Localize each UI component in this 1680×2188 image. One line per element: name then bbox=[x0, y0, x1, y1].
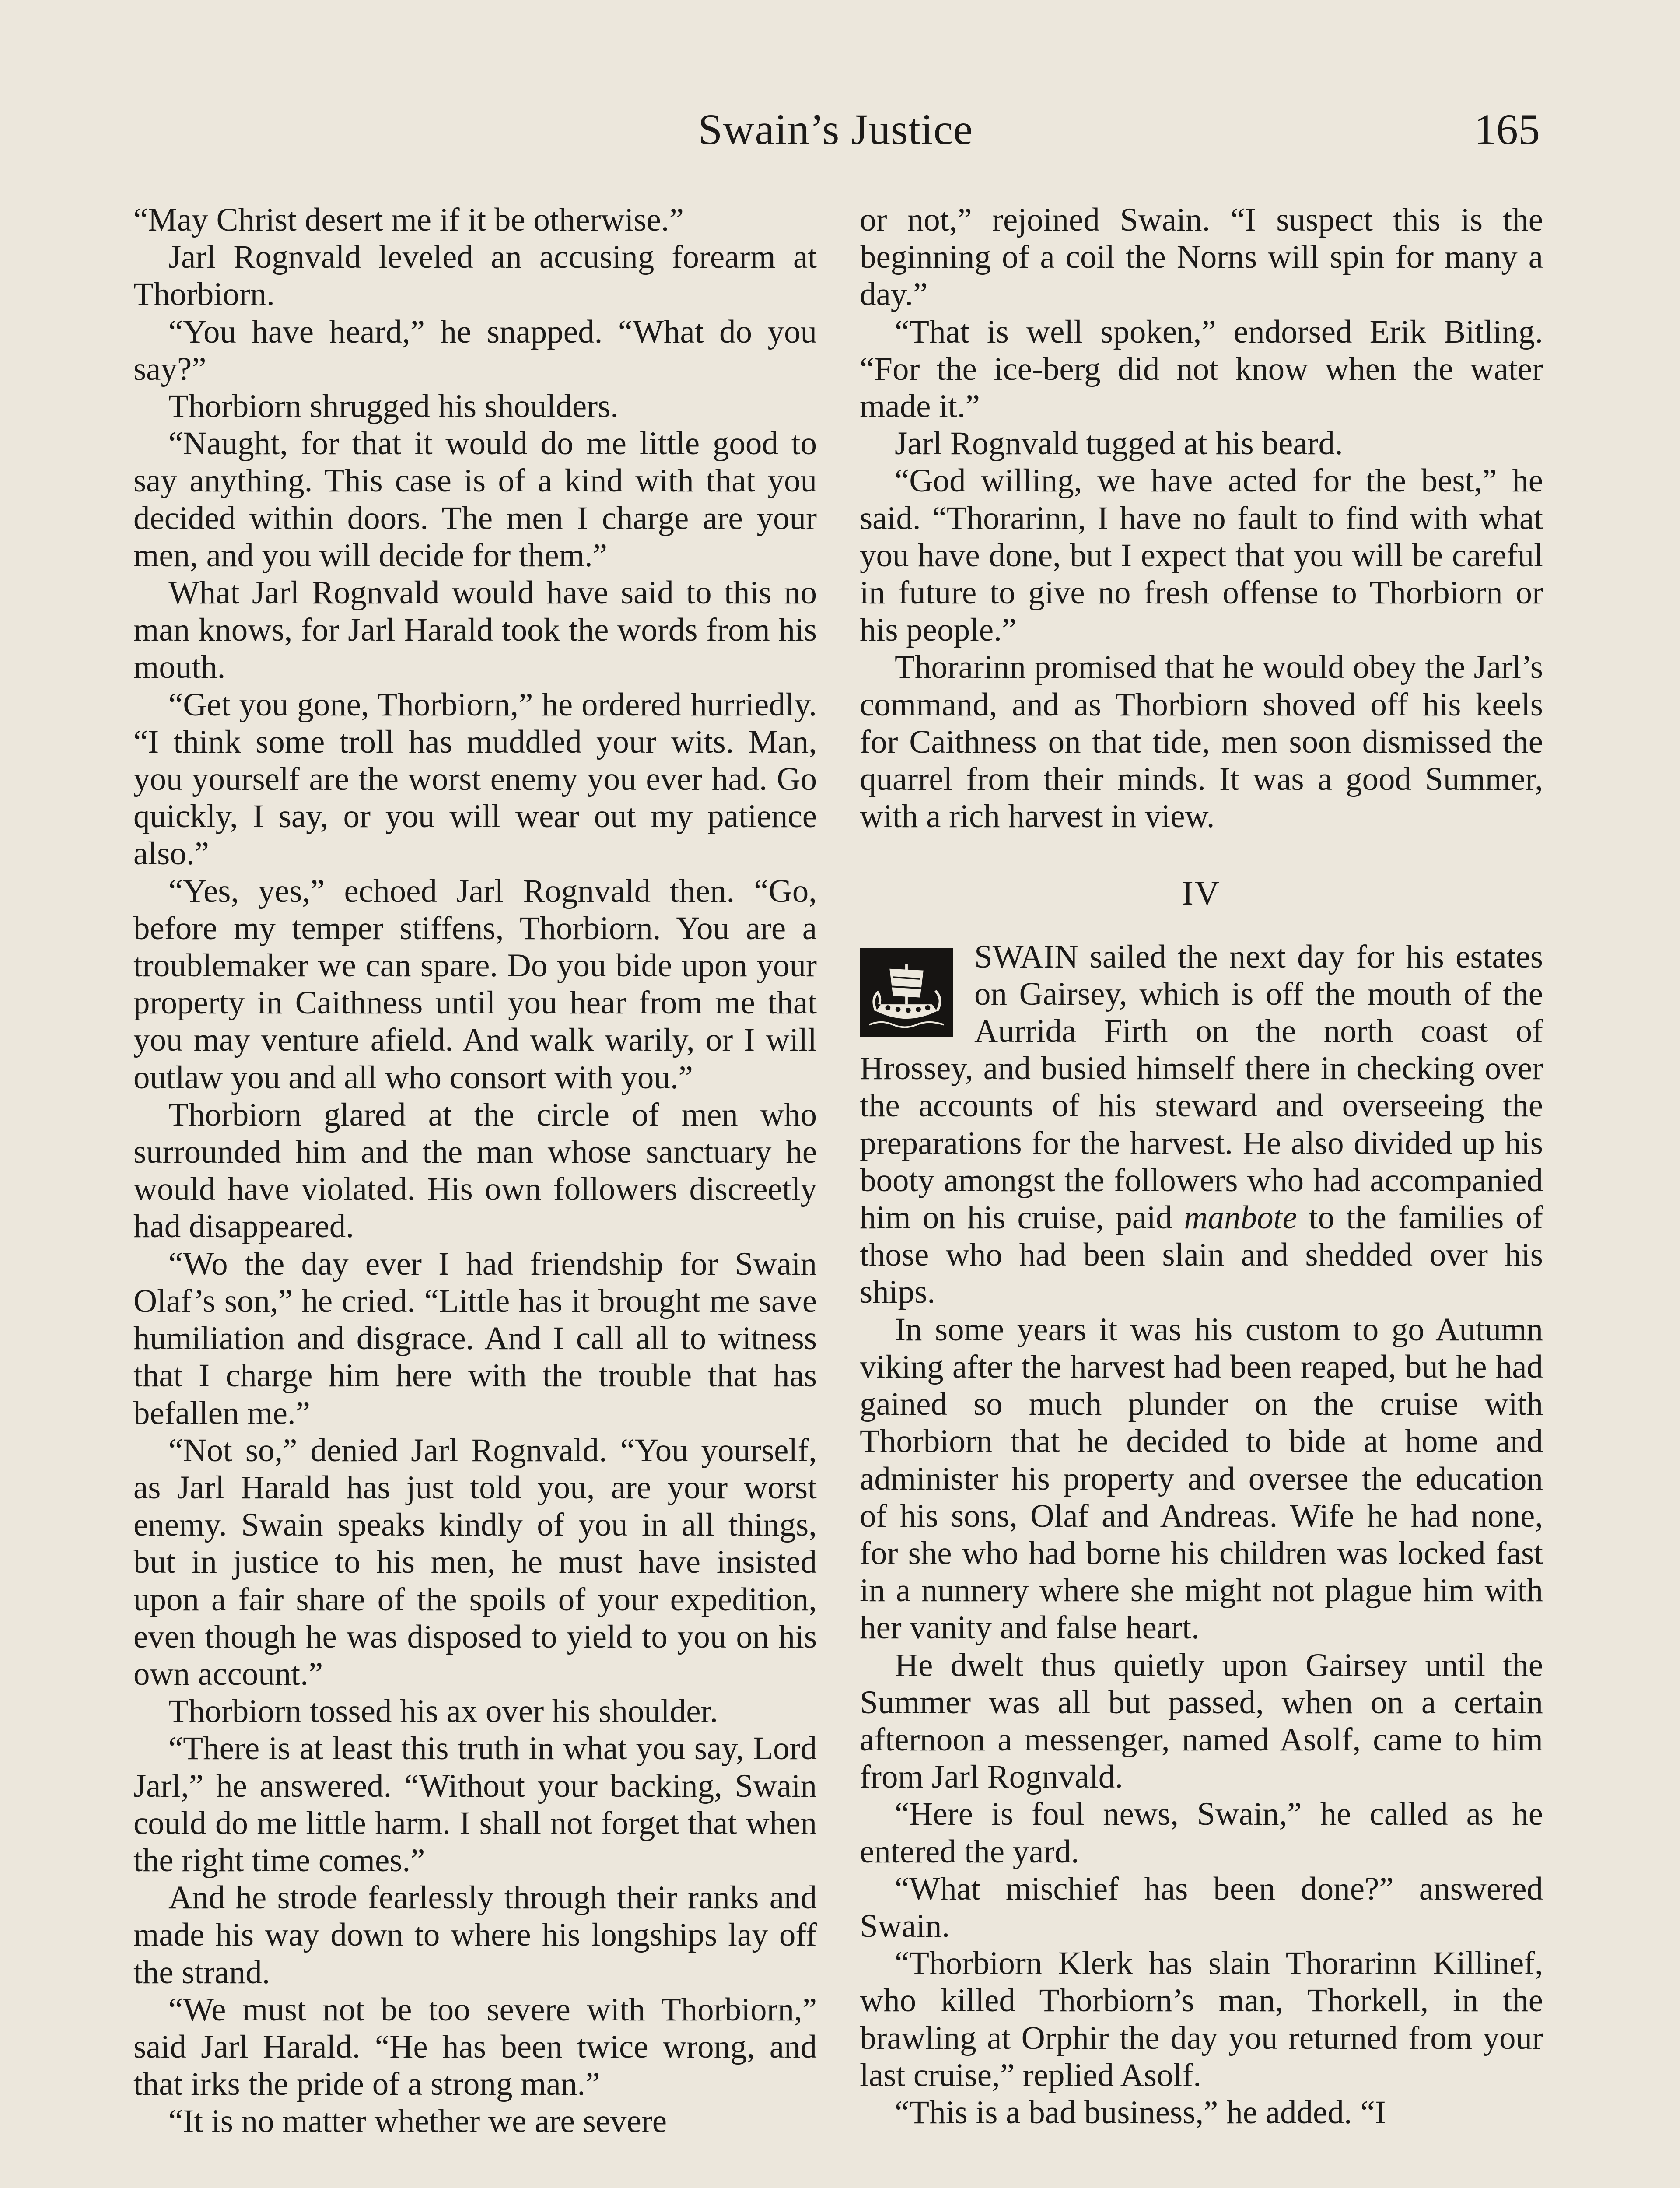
italic-term: manbote bbox=[1184, 1199, 1297, 1236]
dropcap-text-end: to the families of those who had been slain and shedded over his ships. bbox=[860, 1199, 1544, 1311]
dropcap-text: SWAIN sailed the next day for his estates on Gairsey, which is off the mouth of the Aurrida Firth on the north coast of Hrossey, and busied himself there in checking over the accounts of his steward and overseeing the preparations for the harvest. He also divided up his booty amongst the followers who had accompanied him on his cruise, paid bbox=[860, 938, 1543, 1236]
paragraph: or not,” rejoined Swain. “I suspect this is the beginning of a coil the Norns will spin for many a day.” bbox=[860, 202, 1543, 313]
paragraph: In some years it was his custom to go Autumn viking after the harvest had been reaped, but he had gained so much plunder on the cruise with Thorbiorn that he decided to bide at home and administer his property and oversee the education of his sons, Olaf and Andreas. Wife he had none, for she who had borne his children was locked fast in a nunnery where she might not plague him with her vanity and false heart. bbox=[860, 1311, 1543, 1646]
paragraph: “Get you gone, Thorbiorn,” he ordered hurriedly. “I think some troll has muddled your wits. Man, you yourself are the worst enemy you ever had. Go quickly, I say, or you will wear out my patience also.” bbox=[133, 686, 817, 872]
paragraph: “Thorbiorn Klerk has slain Thorarinn Killinef, who killed Thorbiorn’s man, Thorkell, in the brawling at Orphir the day you returned from your last cruise,” replied Asolf. bbox=[860, 1945, 1543, 2093]
paragraph: “Yes, yes,” echoed Jarl Rognvald then. “Go, before my temper stiffens, Thorbiorn. You are a troublemaker we can spare. Do you bide upon your property in Caithness until you hear from me that you may venture afield. And walk warily, or I will outlaw you and all who consort with you.” bbox=[133, 873, 817, 1096]
running-head bbox=[131, 104, 1540, 165]
paragraph: “Here is foul news, Swain,” he called as he entered the yard. bbox=[860, 1796, 1543, 1870]
paragraph: And he strode fearlessly through their ranks and made his way down to where his longships lay off the strand. bbox=[133, 1879, 817, 1991]
paragraph: “That is well spoken,” endorsed Erik Bitling. “For the ice-berg did not know when the water made it.” bbox=[860, 313, 1543, 425]
paragraph: “Wo the day ever I had friendship for Swain Olaf’s son,” he cried. “Little has it brought me save humiliation and disgrace. And I call all to witness that I charge him here with the trouble that has befallen me.” bbox=[133, 1245, 817, 1431]
paragraph: He dwelt thus quietly upon Gairsey until the Summer was all but passed, when on a certain afternoon a messenger, named Asolf, came to him from Jarl Rognvald. bbox=[860, 1647, 1543, 1795]
running-title: Swain’s Justice bbox=[698, 105, 973, 154]
paragraph: “Naught, for that it would do me little good to say anything. This case is of a kind with that you decided within doors. The men I charge are your men, and you will decide for them.” bbox=[133, 425, 817, 574]
dropcap-paragraph bbox=[860, 938, 1543, 1311]
paragraph: “It is no matter whether we are severe bbox=[168, 2103, 667, 2140]
paragraph: “God willing, we have acted for the best,” he said. “Thorarinn, I have no fault to find with what you have done, but I expect that you will be careful in future to give no fresh offense to Thorbiorn or his people.” bbox=[860, 463, 1543, 649]
viking-ship-icon bbox=[860, 948, 953, 1037]
paragraph: “There is at least this truth in what you say, Lord Jarl,” he answered. “Without your backing, Swain could do me little harm. I shall not forget that when the right time comes.” bbox=[133, 1730, 817, 1879]
paragraph: “You have heard,” he snapped. “What do you say?” bbox=[133, 313, 817, 387]
paragraph: Jarl Rognvald tugged at his beard. bbox=[895, 425, 1343, 462]
paragraph: Thorbiorn tossed his ax over his shoulder. bbox=[168, 1693, 718, 1730]
section-heading: IV bbox=[1182, 874, 1221, 912]
page-number: 165 bbox=[1474, 105, 1540, 154]
paragraph: Thorbiorn shrugged his shoulders. bbox=[168, 388, 619, 425]
paragraph: “This is a bad business,” he added. “I bbox=[895, 2094, 1386, 2131]
paragraph: “We must not be too severe with Thorbiorn,” said Jarl Harald. “He has been twice wrong, and that irks the pride of a strong man.” bbox=[133, 1991, 817, 2103]
left-column bbox=[133, 201, 817, 2140]
paragraph: Thorbiorn glared at the circle of men who surrounded him and the man whose sanctuary he would have violated. His own followers discreetly had disappeared. bbox=[133, 1096, 817, 1245]
paragraph: “May Christ desert me if it be otherwise.” bbox=[133, 202, 684, 238]
paragraph: “Not so,” denied Jarl Rognvald. “You yourself, as Jarl Harald has just told you, are your worst enemy. Swain speaks kindly of you in all things, but in justice to his men, he must have insisted upon a fair share of the spoils of your expedition, even though he was disposed to yield to you on his own account.” bbox=[133, 1432, 817, 1692]
paragraph: What Jarl Rognvald would have said to this no man knows, for Jarl Harald took the words from his mouth. bbox=[133, 575, 817, 686]
paragraph: Thorarinn promised that he would obey the Jarl’s command, and as Thorbiorn shoved off his keels for Caithness on that tide, men soon dismissed the quarrel from their minds. It was a good Summer, with a rich harvest in view. bbox=[860, 649, 1543, 835]
paragraph: Jarl Rognvald leveled an accusing forearm at Thorbiorn. bbox=[133, 239, 817, 313]
right-column bbox=[860, 201, 1543, 2131]
paragraph: “What mischief has been done?” answered Swain. bbox=[860, 1870, 1543, 1944]
